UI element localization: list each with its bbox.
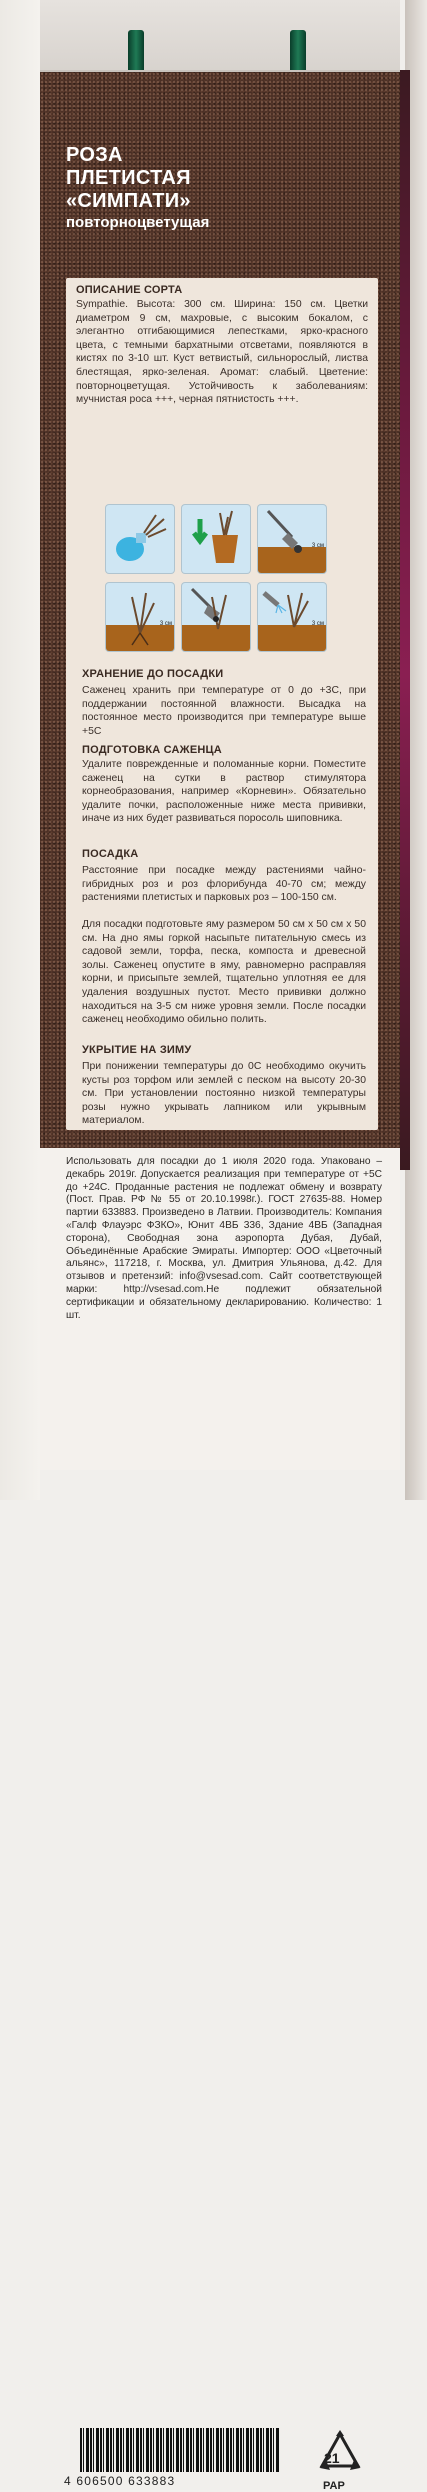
depth-label: 3 см (159, 621, 172, 627)
diagram-tile-fill (182, 583, 250, 651)
seedling-icon (106, 583, 174, 651)
winter-heading: УКРЫТИЕ НА ЗИМУ (82, 1044, 192, 1056)
info-panel (66, 278, 378, 1130)
title-line: РОЗА (66, 144, 123, 166)
left-background (0, 0, 40, 1500)
planting-text-2: Для посадки подготовьте яму размером 50 см х 50 см х 50 см. На дно ямы горкой насыпьте питательную смесь из садовой земли, торфа, песка, компоста и древесной золы. Саженец опустите в яму, равномерно расправляя корни, и присыпьте землей, тщательно уплотняя ее для удаления воздушных пустот. Место прививки должно находиться на 3-5 см ниже уровня земли. После посадки саженец необходимо обильно полить. (82, 919, 366, 1026)
barcode-number: 4 606500 633883 (64, 2474, 176, 2488)
planting-diagram (106, 505, 326, 653)
legal-section (40, 1148, 400, 2492)
diagram-tile-pot (182, 505, 250, 573)
planting-heading: ПОСАДКА (82, 848, 139, 860)
diagram-tile-water (258, 583, 326, 651)
recycle-label: PAP (323, 2480, 345, 2492)
recycle-number: 21 (324, 2450, 340, 2466)
diagram-tile-soak (106, 505, 174, 573)
depth-label: 3 см (311, 621, 324, 627)
title-line: ПЛЕТИСТАЯ (66, 167, 191, 189)
fill-soil-icon (182, 583, 250, 651)
recycle-icon (314, 2430, 366, 2482)
winter-text: При понижении температуры до 0С необходимо окучить кусты роз торфом или землей с песком на высоту 20-30 см. При установлении постоянно низкой температуры розы нужно укрывать лапником или укрывным материалом. (82, 1061, 366, 1127)
storage-heading: ХРАНЕНИЕ ДО ПОСАДКИ (82, 668, 224, 680)
pot-placement-icon (182, 505, 250, 573)
barcode (80, 2428, 280, 2472)
package-top-flap (40, 0, 400, 72)
description-text: Sympathie. Высота: 300 см. Ширина: 150 см. Цветки диаметром 9 см, махровые, с высоким бокалом, с элегантно отгибающимися лепестками, ярко-красного цвета, с темными бархатными отсветами, появляются в кистях по 3-10 шт. Куст ветвистый, сильнорослый, листва блестящая, ярко-зеленая. Аромат: слабый. Цветение: повторноцветущая. Устойчивость к заболеваниям: мучнистая роса +++, черная пятнистость +++. (76, 299, 368, 406)
diagram-tile-place (106, 583, 174, 651)
shovel-icon (258, 505, 326, 573)
preparation-text: Удалите поврежденные и поломанные корни. Поместите саженец на сутки в раствор стимулятора корнеобразования, например «Корневин». Обязательно удалите почки, расположенные ниже места прививки, иначе из них будет развиваться поросоль шиповника. (82, 759, 366, 825)
storage-text: Саженец хранить при температуре от 0 до +3С, при поддержании постоянной влажности. Высадка на постоянное место производится при температуре выше +5С (82, 685, 366, 737)
legal-text: Использовать для посадки до 1 июля 2020 года. Упаковано – декабрь 2019г. Допускается реализация при температуре от +5С до +24С. Проданные растения не подлежат обмену и возврату (Пост. Прав. РФ № 55 от 20.10.1998г.). ГОСТ 27635-88. Номер партии 633883. Произведено в Латвии. Производитель: Компания «Галф Флауэрс ФЗКО», Юнит 4ВБ 336, Здание 4ВБ (Западная сторона), Свободная зона аэропорта Дубая, Дубай, Объединённые Арабские Эмираты. Импортер: ООО «Цветочный альянс», 117218, г. Москва, ул. Дмитрия Ульянова, д.42. Для отзывов и претензий: info@vsesad.com. Сайт соответствующей марки: http://vsesad.com.Не подлежит обязательной сертификации и обязательному декларированию. Количество: 1 шт. (66, 1156, 382, 1321)
package-side-edge (400, 70, 410, 1170)
diagram-tile-dig (258, 505, 326, 573)
preparation-heading: ПОДГОТОВКА САЖЕНЦА (82, 744, 222, 756)
depth-label: 3 см (311, 543, 324, 549)
product-subtitle: повторноцветущая (66, 214, 210, 231)
watering-can-icon (258, 583, 326, 651)
soak-roots-icon (106, 505, 174, 573)
plant-stem (290, 30, 306, 70)
description-heading: ОПИСАНИЕ СОРТА (76, 284, 183, 296)
planting-text-1: Расстояние при посадке между растениями чайно-гибридных роз и роз флорибунда 40-70 см; между растениями плетистых и парковых роз – 100-150 см. (82, 865, 366, 904)
title-line: «СИМПАТИ» (66, 190, 191, 212)
product-title (66, 144, 191, 213)
plant-stem (128, 30, 144, 70)
